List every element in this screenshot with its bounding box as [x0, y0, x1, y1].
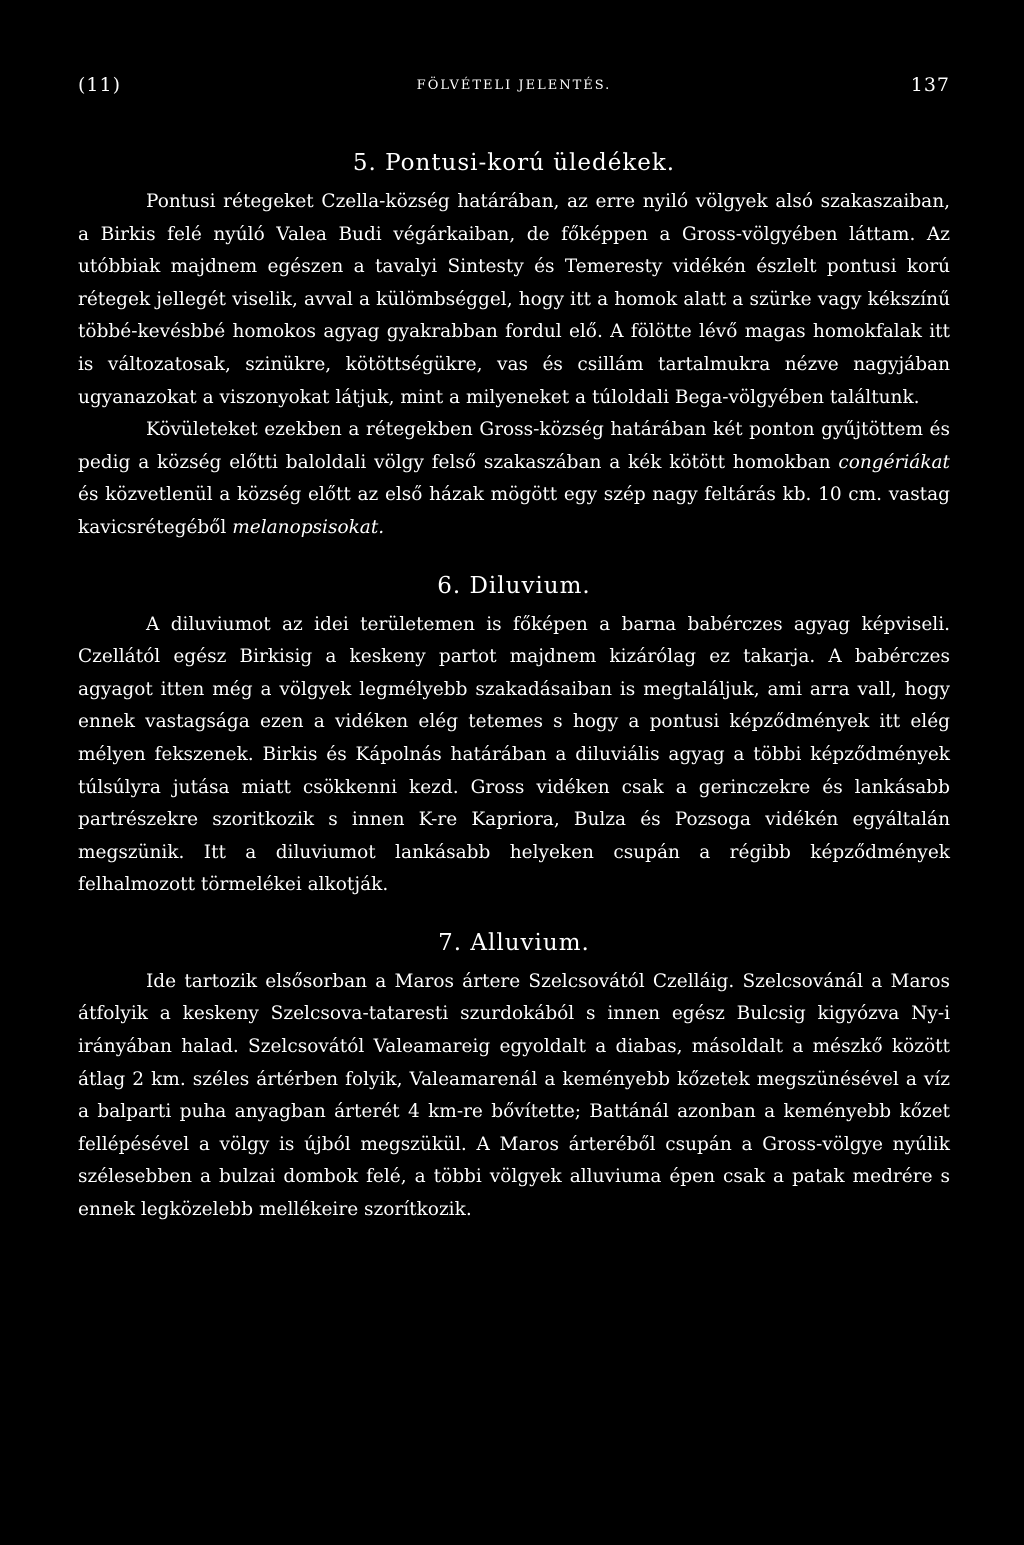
- paragraph-text: Kövületeket ezekben a rétegekben Gross-község határában két ponton gyűjtöttem és pedig a község előtti baloldali völgy felső szakaszában a kék kötött homokban: [78, 419, 950, 473]
- running-head: [78, 70, 950, 102]
- section-heading-alluvium: 7. Alluvium.: [438, 929, 590, 956]
- paragraph-text: és közvetlenül a község előtt az első házak mögött egy szép nagy feltárás kb. 10 cm. vastag kavicsrétegéből: [78, 484, 950, 538]
- paragraph: A diluviumot az idei területemen is főképen a barna babérczes agyag képviseli. Czellától egész Birkisig a keskeny partot majdnem kizárólag ez takarja. A babérczes agyagot itten még a völgyek legmélyebb szakadásaiban is megtaláljuk, ami arra vall, hogy ennek vastagsága ezen a vidéken elég tetemes s hogy a pontusi képződmények itt elég mélyen fekszenek. Birkis és Kápolnás határában a diluviális agyag a többi képződmények túlsúlyra jutása miatt csökkenni kezd. Gross vidéken csak a gerinczekre és lankásabb partrészekre szoritkozik s innen K-re Kapriora, Bulza és Pozsoga vidékén egyáltalán megszünik. Itt a diluviumot lankásabb helyeken csupán a régibb képződmények felhalmozott törmelékei alkotják.: [78, 613, 950, 896]
- paragraph: Pontusi rétegeket Czella-község határában, az erre nyiló völgyek alsó szakaszaiban, a Birkis felé nyúló Valea Budi végárkaiban, de főképpen a Gross-völgyében láttam. Az utóbbiak majdnem egészen a tavalyi Sintesty és Temeresty vidékén észlelt pontusi korú rétegek jellegét viselik, avval a külömbséggel, hogy itt a homok alatt a szürke vagy kékszínű többé-kevésbbé homokos agyag gyakrabban fordul elő. A fölötte lévő magas homokfalak itt is változatosak, szinükre, kötöttségükre, vas és csillám tartalmukra nézve nagyjában ugyanazokat a viszonyokat látjuk, mint a milyeneket a túloldali Bega-völgyében találtunk.: [78, 191, 950, 408]
- running-title: FÖLVÉTELI JELENTÉS.: [416, 78, 612, 93]
- chapter-number: (11): [78, 74, 122, 96]
- paragraph-fossils: [78, 414, 950, 544]
- page-number: 137: [910, 74, 950, 96]
- paragraph: Ide tartozik elsősorban a Maros ártere Szelcsovától Czelláig. Szelcsovánál a Maros átfolyik a keskeny Szelcsova-tataresti szurdokából s innen egész Bulcsig kigyózva Ny-i irányában halad. Szelcsovától Valeamareig egyoldalt a diabas, másoldalt a mészkő között átlag 2 km. széles ártérben folyik, Valeamarenál a keményebb kőzetek megszünésével a víz a balparti puha anyagban árterét 4 km-re bővítette; Battánál azonban a keményebb kőzet fellépésével a völgy is újból megszükül. A Maros árteréből csupán a Gross-völgye nyúlik szélesebben a bulzai dombok felé, a többi völgyek alluviuma épen csak a patak medrére s ennek legközelebb mellékeire szorítkozik.: [78, 970, 950, 1221]
- section-heading-pontusi: 5. Pontusi-korú üledékek.: [352, 150, 676, 176]
- italic-term: melanopsisokat.: [232, 516, 385, 538]
- section-heading-diluvium: 6. Diluvium.: [437, 572, 591, 599]
- document-page: [78, 70, 950, 1510]
- italic-term: congériákat: [838, 451, 950, 473]
